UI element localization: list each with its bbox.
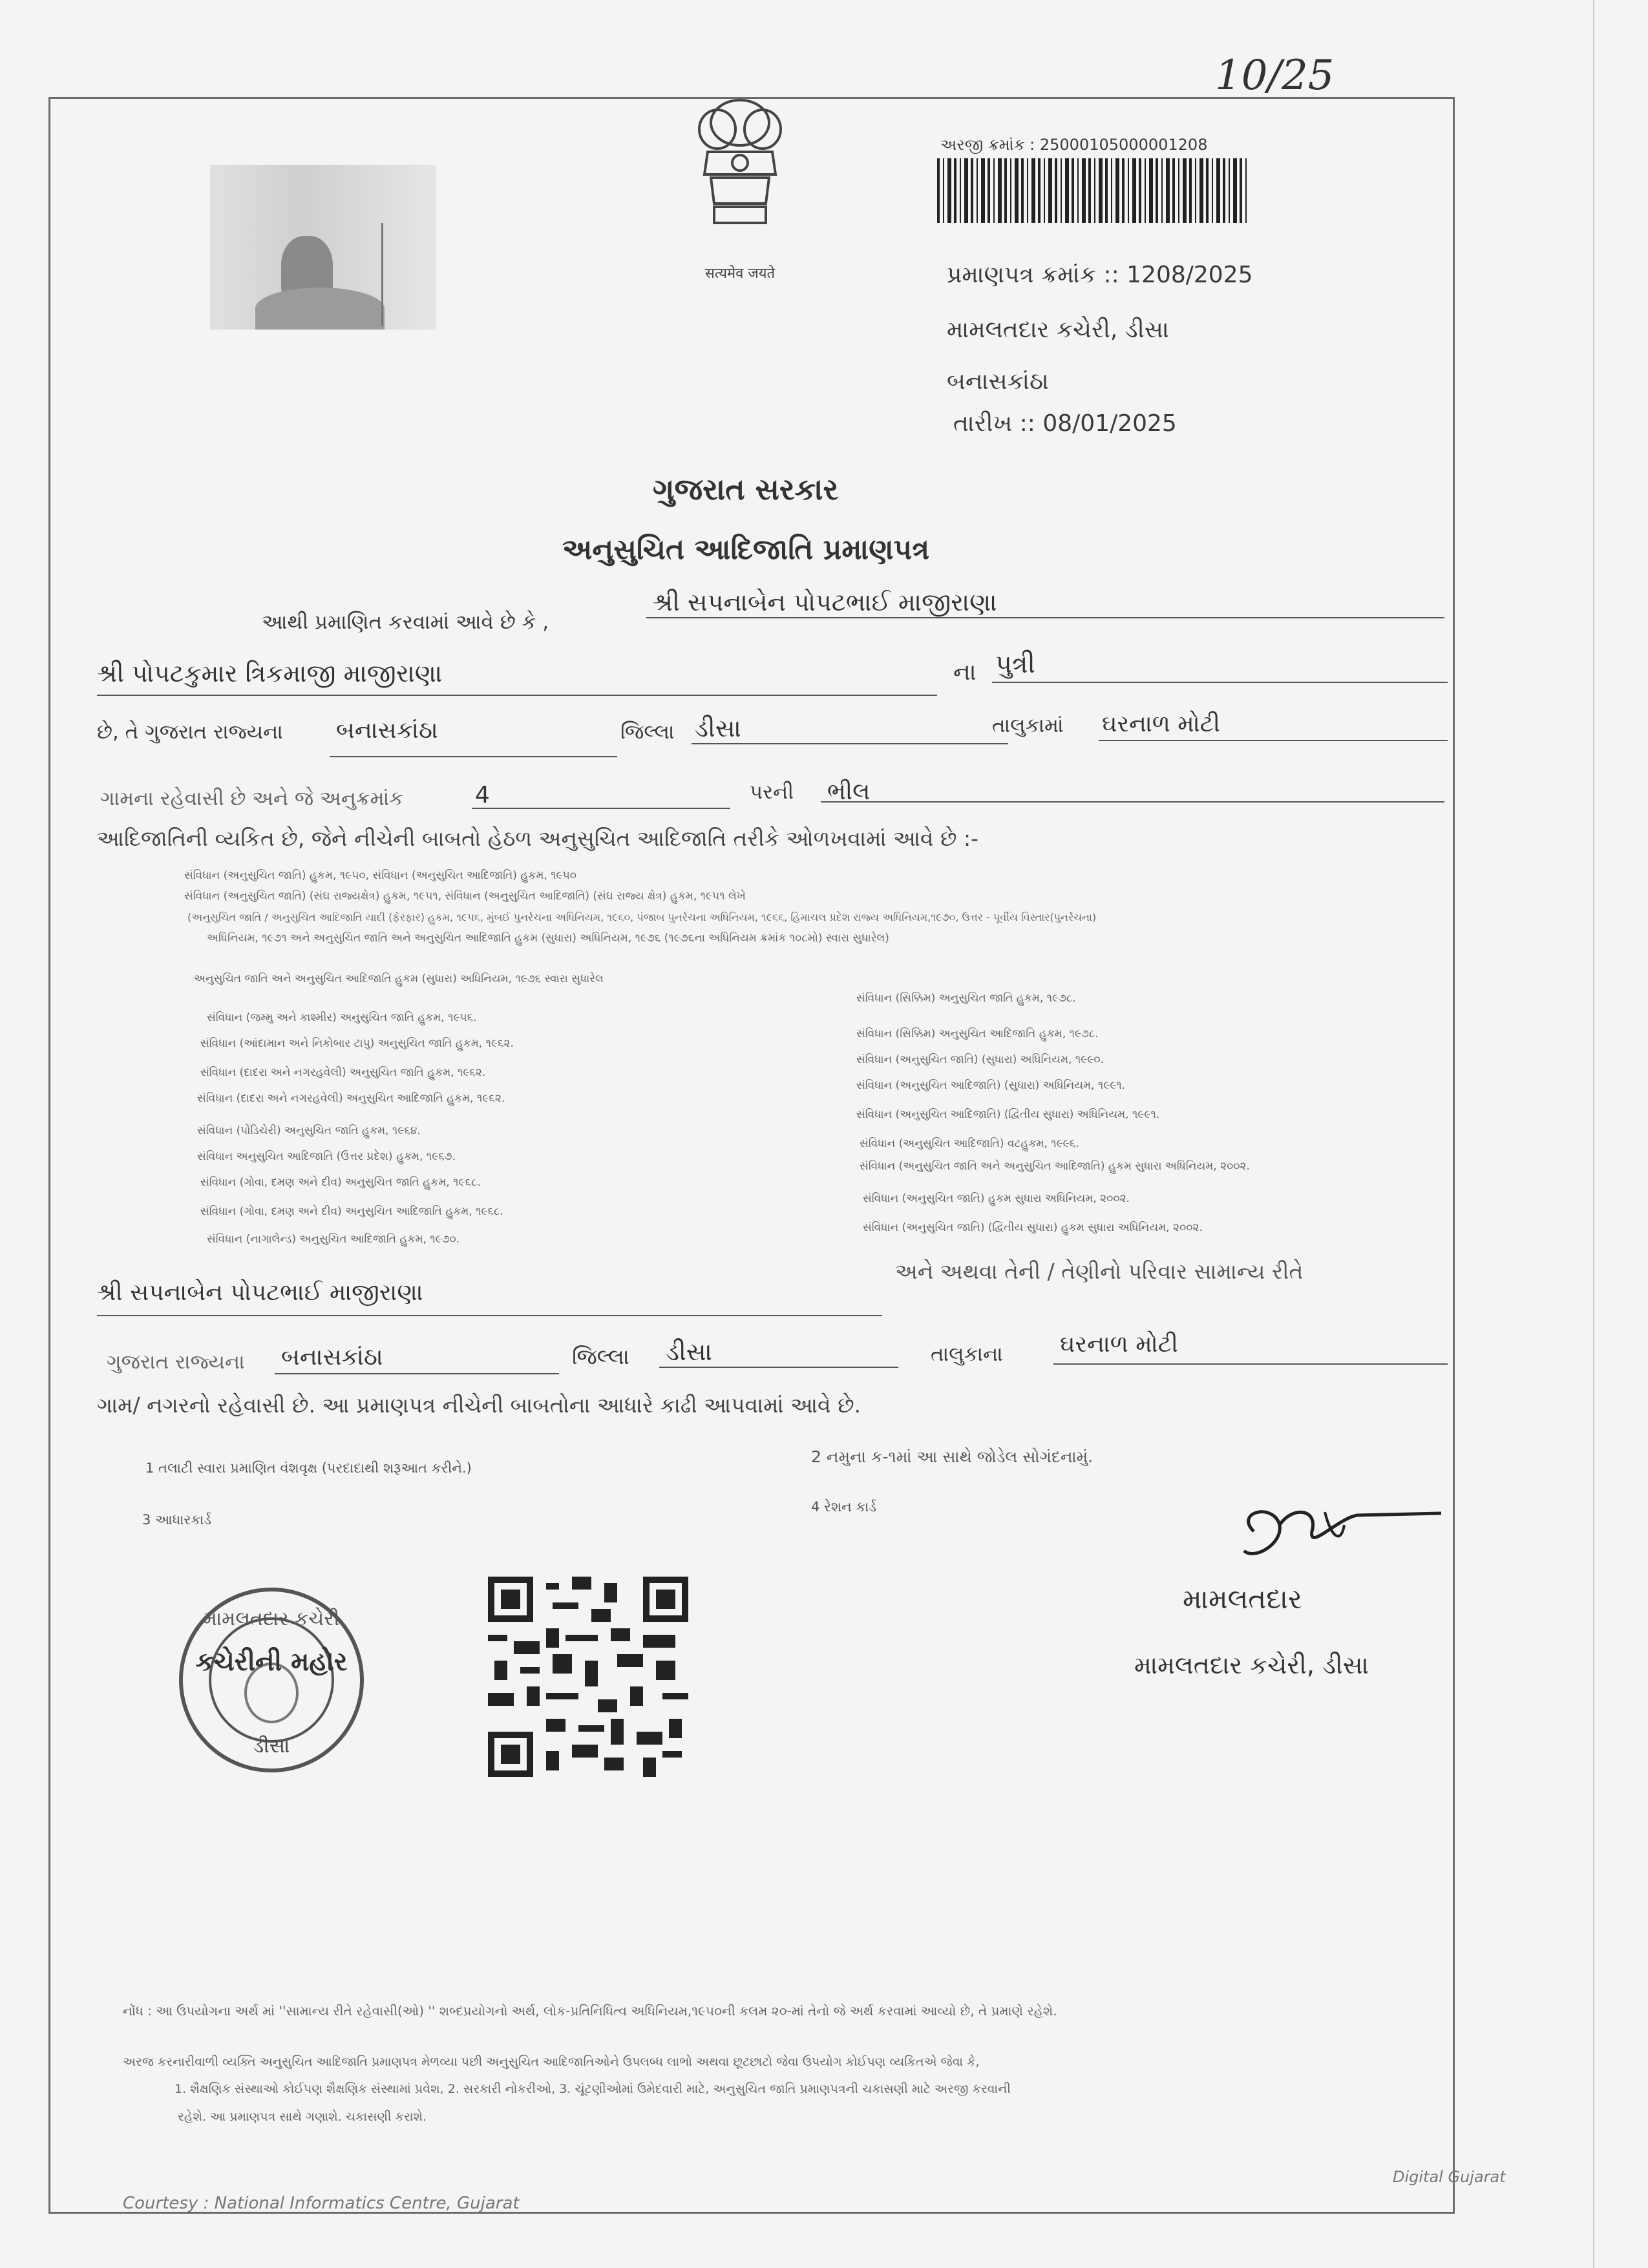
emblem-motto: सत्यमेव जयते: [704, 266, 776, 278]
order-left: સંવિધાન (દાદરા અને નગરહવેલી) અનુસુચિત આદિજાતિ હુકમ, ૧૯૬૨.: [197, 1092, 505, 1105]
order-line: સંવિધાન (અનુસુચિત જાતિ) હુકમ, ૧૯૫૦, સંવિધાન (અનુસુચિત આદિજાતિ) હુકમ, ૧૯૫૦: [184, 869, 577, 882]
district-underline: [330, 756, 617, 757]
digital-gujarat-text: Digital Gujarat: [1393, 2168, 1506, 2186]
tribe-line: આદિજાતિની વ્યકિત છે, જેને નીચેની બાબતો હેઠળ અનુસુચિત આદિજાતિ તરીકે ઓળખવામાં આવે છે :-: [97, 826, 979, 851]
na-label: ના: [953, 659, 977, 686]
national-emblem-icon: [685, 90, 795, 278]
order-right: સંવિધાન (અનુસુચિત જાતિ) (સુધારા) અધિનિયમ, ૧૯૯૦.: [856, 1053, 1104, 1066]
tribe-value: ભીલ: [827, 779, 871, 805]
serial-underline: [472, 808, 730, 809]
district-value: બનાસકાંઠા: [336, 717, 438, 744]
father-name-underline: [97, 695, 937, 696]
order-right: સંવિધાન (સિક્કિમ) અનુસુચિત આદિજાતિ હુકમ, ૧૯૭૮.: [856, 1027, 1099, 1040]
father-name: શ્રી પોપટકુમાર ત્રિકમાજી માજીરાણા: [97, 659, 443, 688]
signature-mark: [1228, 1499, 1448, 1570]
relation-value: પુત્રી: [995, 649, 1035, 679]
footer-note: નોંધ : આ ઉપયોગના અર્થ માં ''સામાન્ય રીતે રહેવાસી(ઓ) '' શબ્દપ્રયોગનો અર્થ, લોક-પ્રતિનિધિત્વ અધિનિયમ,૧૯૫૦ની કલમ ૨૦-માં તેનો જે અર્થ કરવામાં આવ્યો છે, તે પ્રમાણે રહેશે.: [123, 2003, 1057, 2019]
state-label: ગુજરાત રાજ્યના: [107, 1350, 245, 1374]
district-label: જિલ્લા: [620, 720, 675, 744]
footer-note: રહેશે. આ પ્રમાણપત્ર સાથે ગણાશે. ચકાસણી કરાશે.: [178, 2110, 427, 2124]
order-right: સંવિધાન (સિક્કિમ) અનુસુચિત જાતિ હુકમ, ૧૯૭૮.: [856, 992, 1076, 1005]
document-item: 2 નમુના ક-૧માં આ સાથે જોડેલ સોગંદનામું.: [811, 1447, 1093, 1466]
order-left: સંવિધાન (ગોવા, દમણ અને દીવ) અનુસુચિત આદિજાતિ હુકમ, ૧૯૬૮.: [200, 1205, 503, 1218]
certify-prefix: આથી પ્રમાણિત કરવામાં આવે છે કે ,: [262, 611, 549, 634]
footer-note: અરજ કરનારીવાળી વ્યક્તિ અનુસુચિત આદિજાતિ પ્રમાણપત્ર મેળવ્યા પછી અનુસુચિત આદિજાતિઓને ઉપલબ્ધ લાભો અથવા છૂટછાટો જેવા ઉપયોગ કોઈપણ વ્યકિતએ જેવા કે,: [123, 2055, 980, 2069]
order-left: સંવિધાન અનુસુચિત આદિજાતિ (ઉત્તર પ્રદેશ) હુકમ, ૧૯૬૭.: [197, 1150, 456, 1163]
government-title: ગુજરાત સરકાર: [653, 472, 839, 507]
village-value: ઘરનાળ મોટી: [1102, 711, 1220, 737]
order-line: અધિનિયમ, ૧૯૭૧ અને અનુસુચિત જાતિ અને અનુસુચિત આદિજાતિ હુકમ (સુધારા) અધિનિયમ, ૧૯૭૬ (૧૯૭૬ના અધિનિયમ ક્રમાંક ૧૦૮મો) સ્વારા સુધારેલ): [207, 932, 889, 945]
signatory-office: મામલતદાર કચેરી, ડીસા: [1134, 1651, 1369, 1679]
seal-top-text: મામલતદાર કચેરી: [203, 1608, 340, 1630]
applicant-name: શ્રી સપનાબેન પોપટભાઈ માજીરાણા: [653, 588, 997, 616]
residence-taluka-value: ડીસા: [666, 1338, 712, 1366]
residence-taluka-label: તાલુકાના: [931, 1343, 1003, 1366]
footer-note: 1. શૈક્ષણિક સંસ્થાઓ કોઈપણ શૈક્ષણિક સંસ્થામાં પ્રવેશ, 2. સરકારી નોકરીઓ, 3. ચૂંટણીઓમાં ઉમેદવારી માટે, અનુસુચિત જાતિ પ્રમાણપત્રની ચકાસણી માટે અરજી કરવાની: [174, 2082, 1011, 2096]
residence-village-value: ઘરનાળ મોટી: [1060, 1331, 1178, 1358]
document-item: 3 આધારકાર્ડ: [142, 1512, 211, 1528]
order-line: (અનુસુચિત જાતિ / અનુસુચિત આદિજાતિ યાદી (ફેરફાર) હુકમ, ૧૯૫૬, મુંબઈ પુનર્રચના અધિનિયમ, ૧૯૬૦, પંજાબ પુનર્રચના અધિનિયમ, ૧૯૬૬, હિમાચલ પ્રદેશ રાજ્ય અધિનિયમ,૧૯૭૦, ઉત્તર - પૂર્વીય વિસ્તાર(પુનર્રચના): [187, 911, 1097, 923]
qr-code-icon: [488, 1577, 688, 1777]
resident-name: શ્રી સપનાબેન પોપટભાઈ માજીરાણા: [97, 1279, 423, 1306]
order-line: સંવિધાન (અનુસુચિત જાતિ) (સંઘ રાજ્યક્ષેત્ર) હુકમ, ૧૯૫૧, સંવિધાન (અનુસુચિત આદિજાતિ) (સંઘ રાજ્ય ક્ષેત્ર) હુકમ, ૧૯૫૧ લેખે: [184, 890, 746, 903]
order-right: સંવિધાન (અનુસુચિત જાતિ) (દ્વિતીય સુધારા) હુકમ સુધારા અધિનિયમ, ૨૦૦૨.: [863, 1221, 1203, 1234]
issuing-district: બનાસકાંઠા: [947, 368, 1049, 395]
seal-middle-text: કચેરીની મહોર: [195, 1647, 348, 1677]
application-number: અરજી ક્રમાંક : 25000105000001208: [940, 136, 1208, 154]
resident-name-underline: [97, 1315, 882, 1316]
par-label: પરની: [750, 781, 794, 804]
certificate-number: પ્રમાણપત્ર ક્રમાંક :: 1208/2025: [947, 262, 1253, 288]
resident-line: ગામના રહેવાસી છે અને જે અનુક્રમાંક: [100, 787, 404, 810]
serial-number: 4: [475, 782, 490, 808]
issue-date: તારીખ :: 08/01/2025: [953, 410, 1177, 437]
page-edge: [1593, 0, 1594, 2268]
order-right: સંવિધાન (અનુસુચિત જાતિ અને અનુસુચિત આદિજાતિ) હુકમ સુધારા અધિનિયમ, ૨૦૦૨.: [860, 1160, 1250, 1173]
taluka-value: ડીસા: [695, 714, 741, 742]
order-right: સંવિધાન (અનુસુચિત જાતિ) હુકમ સુધારા અધિનિયમ, ૨૦૦૨.: [863, 1192, 1130, 1205]
taluka-underline: [692, 743, 1008, 744]
issuing-office: મામલતદાર કચેરી, ડીસા: [947, 317, 1169, 343]
order-right: સંવિધાન (અનુસુચિત આદિજાતિ) (સુધારા) અધિનિયમ, ૧૯૯૧.: [856, 1079, 1126, 1092]
document-item: 1 તલાટી સ્વારા પ્રમાણિત વંશવૃક્ષ (પરદાદાથી શરૂઆત કરીને.): [145, 1460, 472, 1476]
residence-village-underline: [1053, 1363, 1448, 1365]
order-line: અનુસુચિત જાતિ અને અનુસુચિત આદિજાતિ હુકમ (સુધારા) અધિનિયમ, ૧૯૭૬ સ્વારા સુધારેલ: [194, 972, 604, 985]
name-underline: [646, 617, 1444, 618]
courtesy-text: Courtesy : National Informatics Centre, Gujarat: [123, 2194, 520, 2213]
state-prefix: છે, તે ગુજરાત રાજ્યના: [97, 720, 283, 744]
order-left: સંવિધાન (ગોવા, દમણ અને દીવ) અનુસુચિત જાતિ હુકમ, ૧૯૬૮.: [200, 1176, 481, 1189]
taluka-label: તાલુકામાં: [992, 714, 1064, 737]
order-left: સંવિધાન (જમ્મુ અને કાશ્મીર) અનુસુચિત જાતિ હુકમ, ૧૯૫૬.: [207, 1011, 477, 1024]
seal-bottom-text: ડીસા: [253, 1735, 290, 1758]
residence-district-label: જિલ્લા: [572, 1344, 629, 1369]
basis-line: ગામ/ નગરનો રહેવાસી છે. આ પ્રમાણપત્ર નીચેની બાબતોના આધારે કાઢી આપવામાં આવે છે.: [97, 1392, 861, 1418]
residence-taluka-underline: [659, 1367, 898, 1368]
tribe-underline: [821, 801, 1444, 803]
order-right: સંવિધાન (અનુસુચિત આદિજાતિ) (દ્વિતીય સુધારા) અધિનિયમ, ૧૯૯૧.: [856, 1108, 1160, 1121]
office-seal-icon: [174, 1583, 368, 1777]
residence-district-underline: [275, 1373, 559, 1374]
residence-district-value: બનાસકાંઠા: [281, 1344, 383, 1370]
family-text: અને અથવા તેની / તેણીનો પરિવાર સામાન્ય રીતે: [895, 1259, 1304, 1284]
order-left: સંવિધાન (પોંડિચેરી) અનુસુચિત જાતિ હુકમ, ૧૯૬૪.: [197, 1124, 421, 1137]
signatory-designation: મામલતદાર: [1183, 1583, 1302, 1615]
barcode: [937, 158, 1247, 223]
order-left: સંવિધાન (દાદરા અને નગરહવેલી) અનુસુચિત જાતિ હુકમ, ૧૯૬૨.: [200, 1066, 486, 1079]
document-item: 4 રેશન કાર્ડ: [811, 1499, 876, 1515]
certificate-title: અનુસુચિત આદિજાતિ પ્રમાણપત્ર: [562, 533, 930, 566]
village-underline: [1099, 740, 1448, 741]
corner-number: 10/25: [1215, 52, 1335, 100]
relation-underline: [992, 682, 1448, 683]
order-left: સંવિધાન (આંદામાન અને નિકોબાર ટાપુ) અનુસુચિત જાતિ હુકમ, ૧૯૬૨.: [200, 1037, 514, 1050]
applicant-photo: [210, 165, 436, 330]
order-left: સંવિધાન (નાગાલેન્ડ) અનુસુચિત આદિજાતિ હુકમ, ૧૯૭૦.: [207, 1233, 460, 1246]
order-right: સંવિધાન (અનુસુચિત આદિજાતિ) વટહુકમ, ૧૯૯૬.: [860, 1137, 1079, 1150]
